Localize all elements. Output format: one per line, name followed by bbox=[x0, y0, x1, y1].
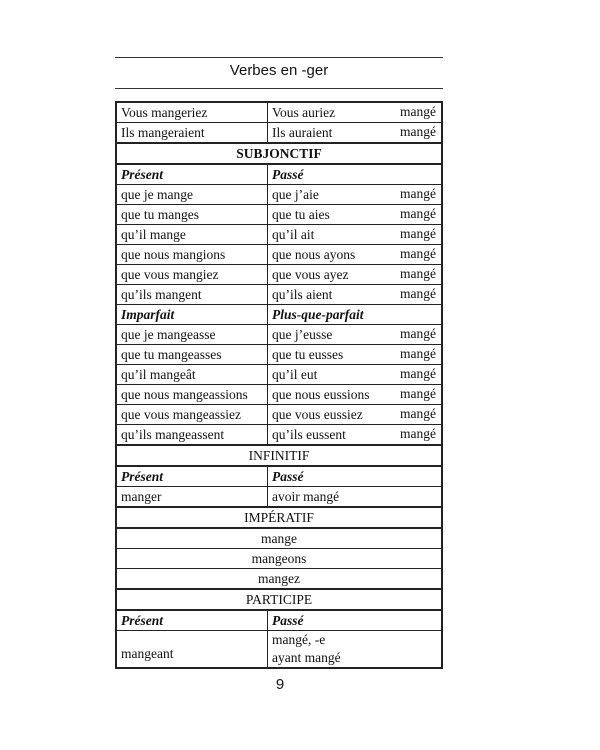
verb-form-cell: que tu manges bbox=[116, 205, 268, 225]
table-row bbox=[116, 487, 442, 508]
section-header-row bbox=[116, 445, 442, 466]
past-participle-text: mangé bbox=[400, 346, 436, 361]
participe-passe-line-1: mangé, -e bbox=[272, 632, 326, 647]
tense-header-row bbox=[116, 610, 442, 631]
compound-form-cell bbox=[268, 102, 443, 123]
tense-label-passe: Passé bbox=[268, 466, 443, 487]
verb-form-cell: qu’il mangeât bbox=[116, 365, 268, 385]
participe-present-cell bbox=[116, 631, 268, 669]
verb-form-cell: qu’il mange bbox=[116, 225, 268, 245]
imperatif-form-cell: mangez bbox=[116, 569, 442, 590]
table-row bbox=[116, 225, 442, 245]
compound-form-cell bbox=[268, 345, 443, 365]
tense-header-row bbox=[116, 164, 442, 185]
table-row bbox=[116, 569, 442, 590]
past-participle-text: mangé bbox=[400, 386, 436, 401]
conjugation-table bbox=[115, 101, 443, 669]
header-bottom-rule bbox=[115, 88, 443, 89]
table-row bbox=[116, 285, 442, 305]
auxiliary-text: que nous eussions bbox=[272, 386, 370, 402]
section-header-row bbox=[116, 143, 442, 164]
table-row bbox=[116, 205, 442, 225]
table-row bbox=[116, 265, 442, 285]
verb-form-cell: que nous mangeassions bbox=[116, 385, 268, 405]
auxiliary-text: que vous ayez bbox=[272, 266, 349, 282]
verb-form-cell: Ils mangeraient bbox=[116, 123, 268, 144]
participe-passe-line-2: ayant mangé bbox=[272, 650, 341, 665]
compound-form-cell bbox=[268, 285, 443, 305]
section-title-participe: PARTICIPE bbox=[116, 589, 442, 610]
compound-form-cell bbox=[268, 245, 443, 265]
tense-label-plus-que-parfait: Plus-que-parfait bbox=[268, 305, 443, 325]
compound-form-cell bbox=[268, 325, 443, 345]
compound-form-cell bbox=[268, 365, 443, 385]
past-participle-text: mangé bbox=[400, 124, 436, 139]
past-participle-text: mangé bbox=[400, 226, 436, 241]
auxiliary-text: qu’il ait bbox=[272, 226, 315, 242]
section-title-infinitif: INFINITIF bbox=[116, 445, 442, 466]
page-number: 9 bbox=[275, 676, 285, 693]
past-participle-text: mangé bbox=[400, 366, 436, 381]
table-row bbox=[116, 325, 442, 345]
past-participle-text: mangé bbox=[400, 246, 436, 261]
auxiliary-text: que j’eusse bbox=[272, 326, 333, 342]
infinitif-present-cell: manger bbox=[116, 487, 268, 508]
tense-label-present: Présent bbox=[116, 164, 268, 185]
compound-form-cell bbox=[268, 123, 443, 144]
auxiliary-text: qu’ils eussent bbox=[272, 426, 346, 442]
verb-form-cell: qu’ils mangeassent bbox=[116, 425, 268, 446]
tense-header-row bbox=[116, 305, 442, 325]
section-title-subjonctif: SUBJONCTIF bbox=[116, 143, 442, 164]
participe-passe-cell bbox=[268, 631, 443, 669]
table-row bbox=[116, 365, 442, 385]
tense-label-passe: Passé bbox=[268, 164, 443, 185]
past-participle-text: mangé bbox=[400, 186, 436, 201]
table-row bbox=[116, 245, 442, 265]
section-header-row bbox=[116, 507, 442, 528]
auxiliary-text: que vous eussiez bbox=[272, 406, 363, 422]
compound-form-cell bbox=[268, 225, 443, 245]
auxiliary-text: Ils auraient bbox=[272, 124, 333, 140]
verb-form-cell: Vous mangeriez bbox=[116, 102, 268, 123]
tense-label-present: Présent bbox=[116, 610, 268, 631]
section-title-imperatif: IMPÉRATIF bbox=[116, 507, 442, 528]
tense-label-imparfait: Imparfait bbox=[116, 305, 268, 325]
table-row bbox=[116, 123, 442, 144]
table-row bbox=[116, 528, 442, 549]
verb-form-cell: que tu mangeasses bbox=[116, 345, 268, 365]
table-row bbox=[116, 345, 442, 365]
verb-form-cell: que nous mangions bbox=[116, 245, 268, 265]
past-participle-text: mangé bbox=[400, 286, 436, 301]
table-row bbox=[116, 631, 442, 669]
auxiliary-text: qu’il eut bbox=[272, 366, 318, 382]
verb-form-cell: que je mangeasse bbox=[116, 325, 268, 345]
compound-form-cell bbox=[268, 385, 443, 405]
past-participle-text: mangé bbox=[400, 406, 436, 421]
table-row bbox=[116, 385, 442, 405]
section-header-row bbox=[116, 589, 442, 610]
auxiliary-text: que tu eusses bbox=[272, 346, 344, 362]
table-row bbox=[116, 425, 442, 446]
compound-form-cell bbox=[268, 205, 443, 225]
infinitif-passe-cell: avoir mangé bbox=[268, 487, 443, 508]
auxiliary-text: Vous auriez bbox=[272, 104, 336, 120]
participe-present-text: mangeant bbox=[121, 645, 174, 661]
verb-form-cell: que vous mangiez bbox=[116, 265, 268, 285]
imperatif-form-cell: mangeons bbox=[116, 549, 442, 569]
table-row bbox=[116, 405, 442, 425]
tense-header-row bbox=[116, 466, 442, 487]
table-row bbox=[116, 102, 442, 123]
verb-form-cell: que vous mangeassiez bbox=[116, 405, 268, 425]
past-participle-text: mangé bbox=[400, 266, 436, 281]
tense-label-present: Présent bbox=[116, 466, 268, 487]
compound-form-cell bbox=[268, 425, 443, 446]
verb-form-cell: qu’ils mangent bbox=[116, 285, 268, 305]
table-row bbox=[116, 549, 442, 569]
tense-label-passe: Passé bbox=[268, 610, 443, 631]
header-top-rule bbox=[115, 57, 443, 58]
page-header-title: Verbes en -ger bbox=[229, 62, 329, 79]
past-participle-text: mangé bbox=[400, 426, 436, 441]
compound-form-cell bbox=[268, 185, 443, 205]
past-participle-text: mangé bbox=[400, 326, 436, 341]
auxiliary-text: que j’aie bbox=[272, 186, 319, 202]
past-participle-text: mangé bbox=[400, 206, 436, 221]
compound-form-cell bbox=[268, 405, 443, 425]
table-row bbox=[116, 185, 442, 205]
verb-form-cell: que je mange bbox=[116, 185, 268, 205]
imperatif-form-cell: mange bbox=[116, 528, 442, 549]
auxiliary-text: que tu aies bbox=[272, 206, 330, 222]
compound-form-cell bbox=[268, 265, 443, 285]
auxiliary-text: que nous ayons bbox=[272, 246, 356, 262]
auxiliary-text: qu’ils aient bbox=[272, 286, 333, 302]
past-participle-text: mangé bbox=[400, 104, 436, 119]
